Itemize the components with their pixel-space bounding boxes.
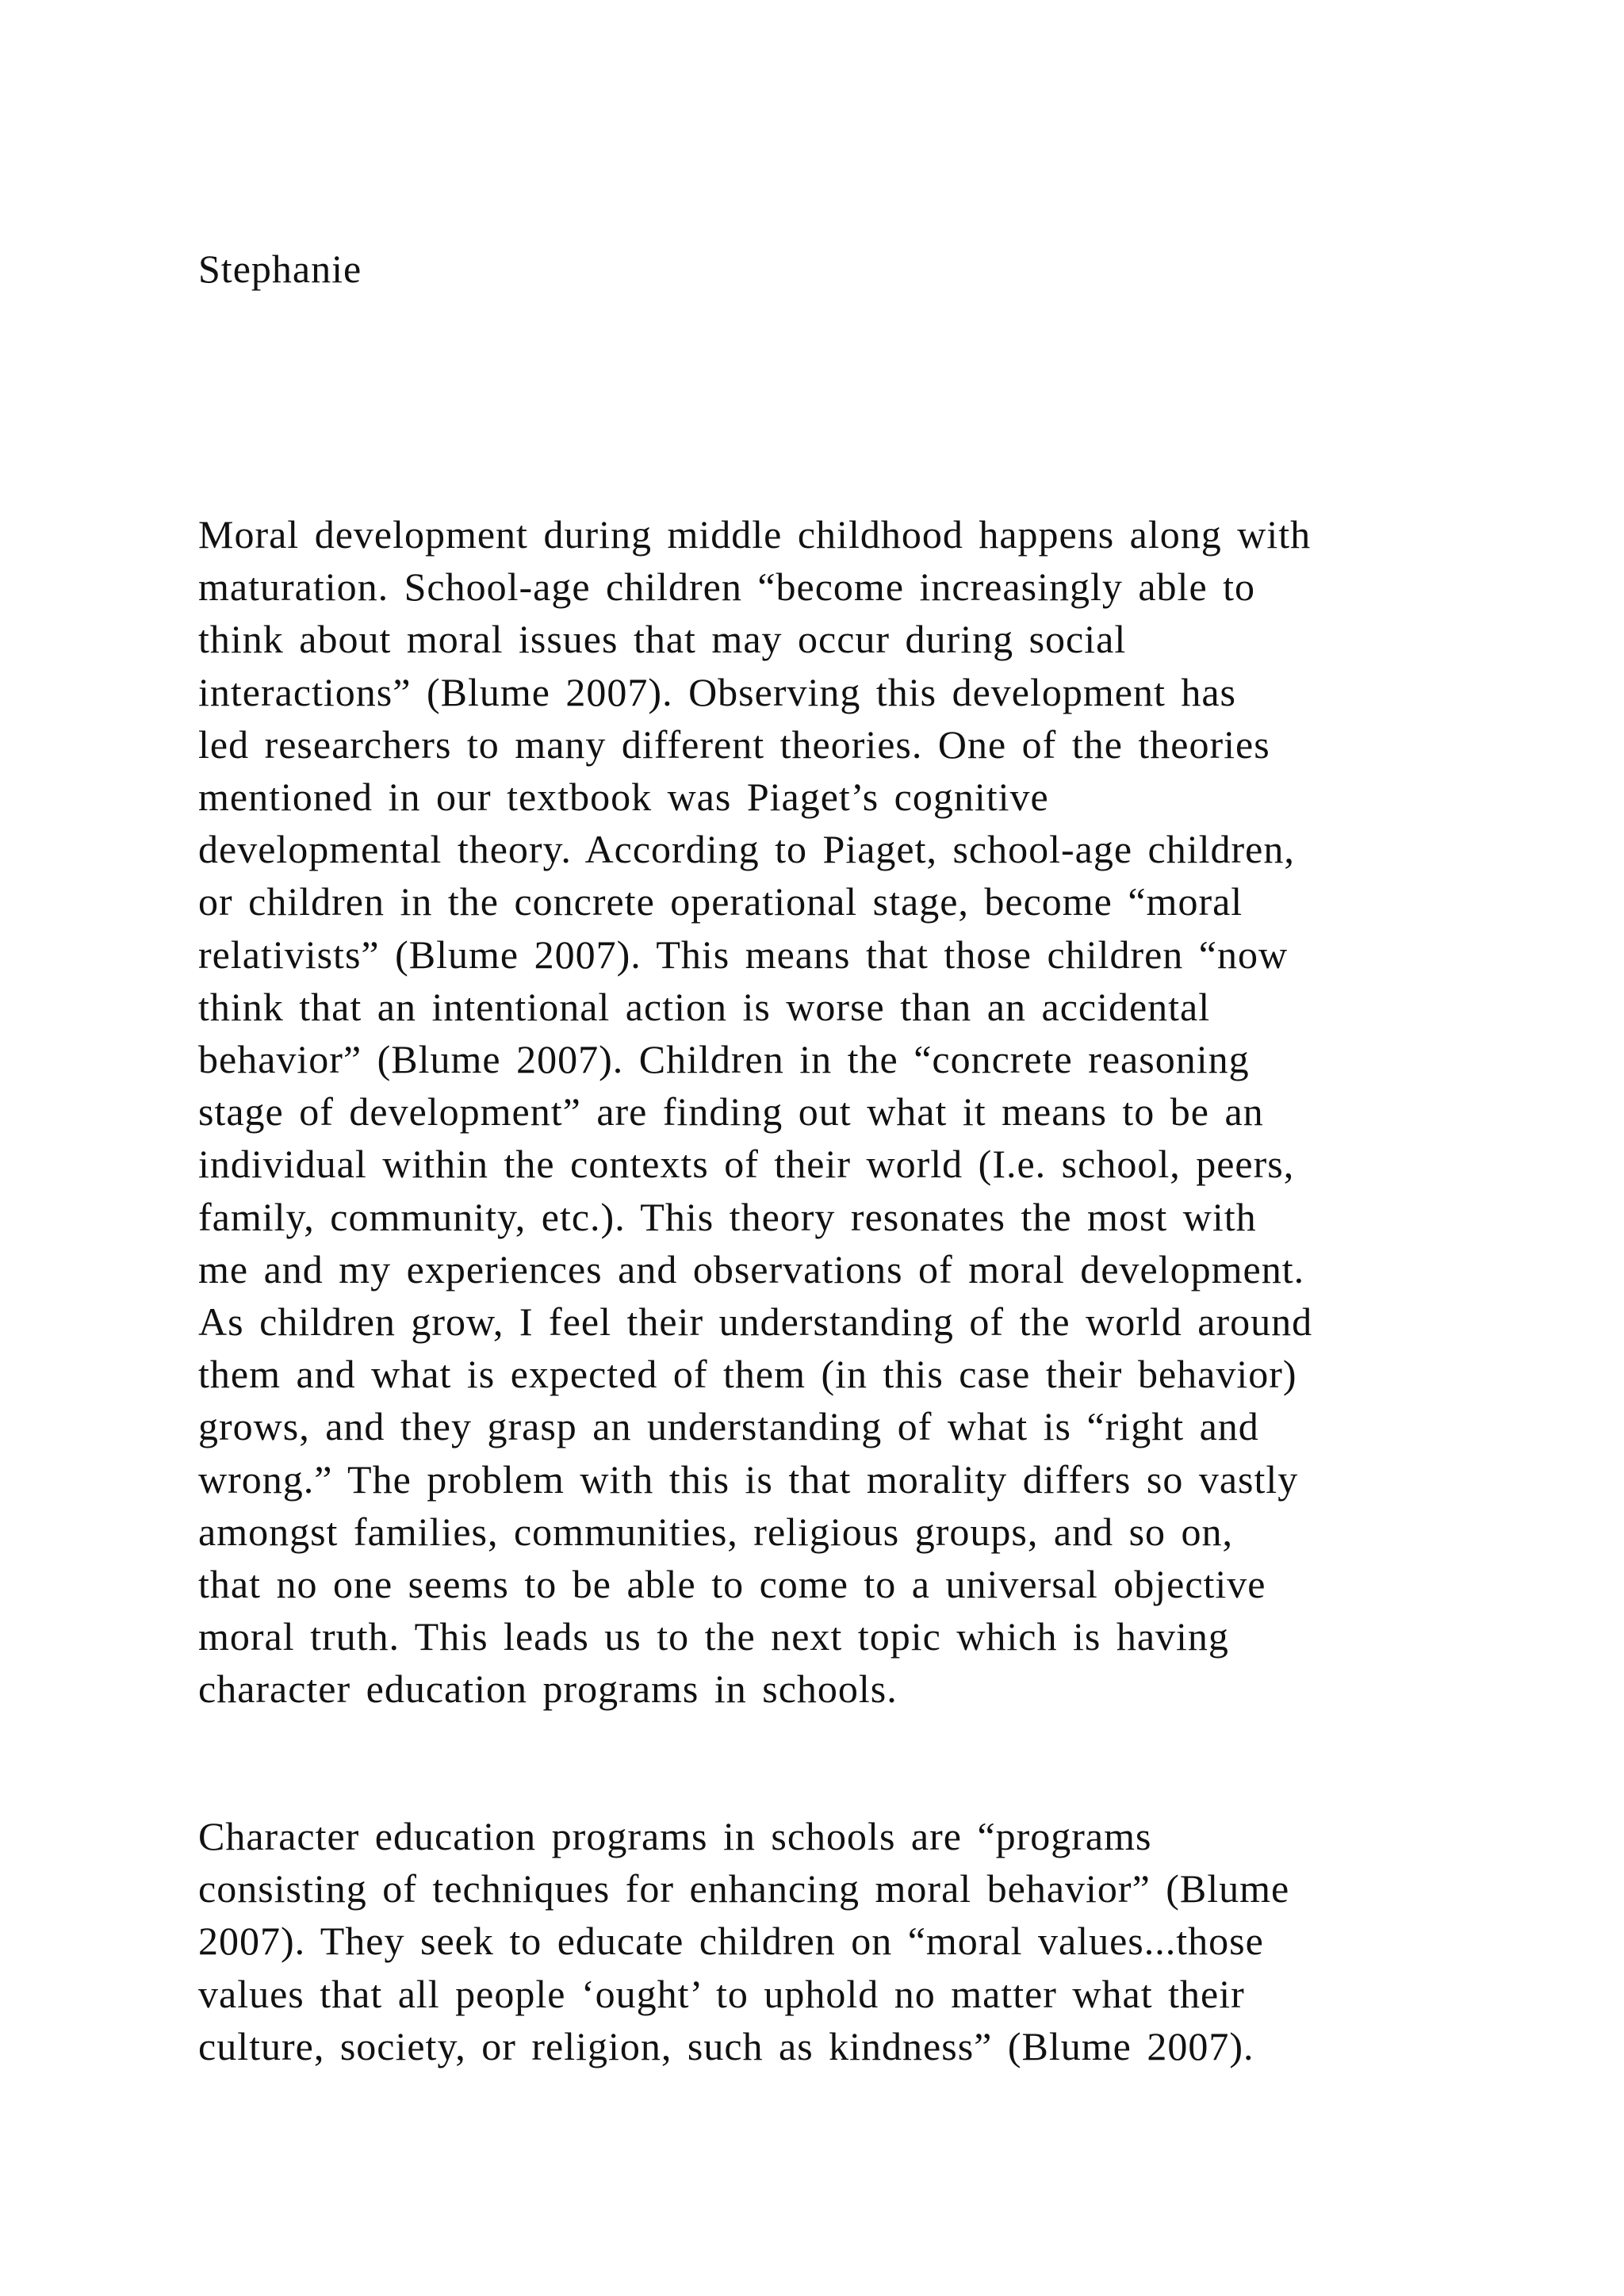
text-line: interactions” (Blume 2007). Observing this development has [198,669,1237,714]
text-line: developmental theory. According to Piaget, school-age children, [198,827,1295,872]
text-line: relativists” (Blume 2007). This means that those children “now [198,932,1289,977]
text-line: character education programs in schools. [198,1667,898,1712]
text-line: moral truth. This leads us to the next topic which is having [198,1614,1229,1659]
text-line: think that an intentional action is worse than an accidental [198,984,1211,1029]
text-line: grows, and they grasp an understanding of what is “right and [198,1404,1259,1449]
text-line: led researchers to many different theories. One of the theories [198,721,1270,767]
text-line: amongst families, communities, religious groups, and so on, [198,1509,1234,1554]
text-line: stage of development” are finding out what it means to be an [198,1089,1264,1135]
text-line: As children grow, I feel their understanding of the world around [198,1299,1313,1345]
author-name: Stephanie [198,247,362,291]
text-line: maturation. School-age children “become increasingly able to [198,564,1256,610]
text-line: individual within the contexts of their world (I.e. school, peers, [198,1142,1295,1187]
text-line: 2007). They seek to educate children on “moral values...those [198,1919,1264,1964]
text-line: values that all people ‘ought’ to uphold no matter what their [198,1971,1245,2016]
text-line: Moral development during middle childhood happens along with [198,512,1312,557]
text-line: think about moral issues that may occur during social [198,617,1127,662]
paragraph-character-education [198,1810,1289,2072]
text-line: wrong.” The problem with this is that morality differs so vastly [198,1456,1299,1502]
text-line: behavior” (Blume 2007). Children in the “concrete reasoning [198,1037,1250,1082]
text-line: me and my experiences and observations of moral development. [198,1246,1305,1292]
text-line: that no one seems to be able to come to a universal objective [198,1562,1266,1607]
text-line: consisting of techniques for enhancing moral behavior” (Blume [198,1866,1290,1911]
paragraph-moral-development [198,508,1312,1716]
text-line: them and what is expected of them (in this case their behavior) [198,1352,1297,1397]
text-line: Character education programs in schools are “programs [198,1814,1152,1858]
text-line: family, community, etc.). This theory resonates the most with [198,1194,1257,1239]
text-line: or children in the concrete operational stage, become “moral [198,879,1243,924]
text-line: mentioned in our textbook was Piaget’s cognitive [198,775,1049,820]
text-line: culture, society, or religion, such as kindness” (Blume 2007). [198,2023,1254,2068]
